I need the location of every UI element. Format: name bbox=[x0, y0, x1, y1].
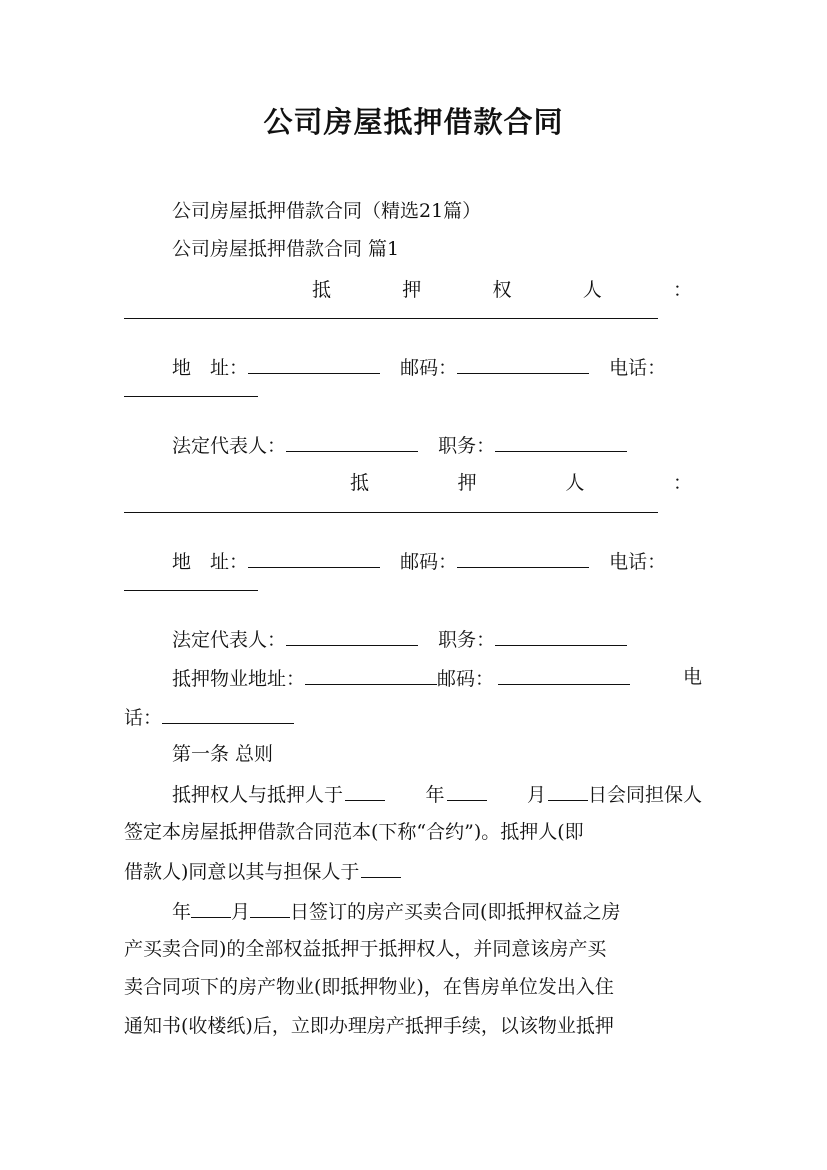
mortgagee-rep-row bbox=[172, 432, 627, 458]
property-address-row bbox=[172, 665, 702, 691]
mortgagor-name-blank[interactable] bbox=[124, 512, 658, 513]
paragraph-line: 卖合同项下的房产物业(即抵押物业)，在售房单位发出入住 bbox=[124, 976, 614, 998]
label-char: 押 bbox=[402, 279, 422, 301]
label-char: ： bbox=[672, 279, 692, 301]
mortgagor-label bbox=[350, 471, 692, 495]
paragraph-line bbox=[124, 858, 401, 884]
day-blank[interactable] bbox=[548, 781, 588, 801]
postcode-label: 邮码： bbox=[437, 668, 495, 690]
text: 日签订的房产买卖合同(即抵押权益之房 bbox=[290, 901, 621, 923]
paragraph-line: 通知书(收楼纸)后，立即办理房产抵押手续，以该物业抵押 bbox=[124, 1015, 614, 1037]
phone-label: 电话： bbox=[609, 357, 667, 379]
position-blank[interactable] bbox=[495, 432, 627, 452]
legal-rep-label: 法定代表人： bbox=[172, 435, 287, 457]
text: 抵押权人与抵押人于 bbox=[172, 784, 344, 806]
label-char: ： bbox=[672, 472, 692, 494]
label-char: 抵 bbox=[350, 472, 370, 494]
text: 日会同担保人 bbox=[587, 784, 702, 806]
position-blank[interactable] bbox=[495, 626, 627, 646]
mortgagee-name-blank[interactable] bbox=[124, 318, 658, 319]
subtitle: 公司房屋抵押借款合同（精选21篇） bbox=[172, 200, 482, 222]
address-blank[interactable] bbox=[248, 548, 380, 568]
position-label: 职务： bbox=[438, 435, 496, 457]
section-heading: 第一条 总则 bbox=[172, 743, 274, 765]
phone-blank[interactable] bbox=[124, 396, 258, 397]
text: 年 bbox=[425, 784, 445, 806]
label-char: 抵 bbox=[312, 279, 332, 301]
year-blank[interactable] bbox=[345, 781, 385, 801]
mortgagor-rep-row bbox=[172, 626, 627, 652]
postcode-blank[interactable] bbox=[457, 354, 589, 374]
postcode-blank[interactable] bbox=[498, 665, 630, 685]
phone-blank[interactable] bbox=[162, 704, 294, 724]
legal-rep-blank[interactable] bbox=[286, 626, 418, 646]
address-blank[interactable] bbox=[248, 354, 380, 374]
month-blank[interactable] bbox=[250, 898, 290, 918]
text: 借款人)同意以其与担保人于 bbox=[124, 861, 360, 883]
property-phone-row bbox=[124, 704, 294, 730]
label-char: 人 bbox=[565, 472, 585, 494]
paragraph-line bbox=[172, 781, 702, 807]
label-char: 权 bbox=[492, 279, 512, 301]
paragraph-line: 产买卖合同)的全部权益抵押于抵押权人，并同意该房产买 bbox=[124, 938, 607, 960]
date-blank[interactable] bbox=[361, 858, 401, 878]
property-address-label: 抵押物业地址： bbox=[172, 668, 306, 690]
text: 月 bbox=[231, 901, 251, 923]
postcode-blank[interactable] bbox=[457, 548, 589, 568]
article-heading: 公司房屋抵押借款合同 篇1 bbox=[172, 238, 400, 260]
position-label: 职务： bbox=[438, 629, 496, 651]
legal-rep-label: 法定代表人： bbox=[172, 629, 287, 651]
legal-rep-blank[interactable] bbox=[286, 432, 418, 452]
label-char: 人 bbox=[582, 279, 602, 301]
phone-label: 电话： bbox=[609, 551, 667, 573]
label-char: 押 bbox=[457, 472, 477, 494]
address-label: 地 址： bbox=[172, 551, 249, 573]
text: 月 bbox=[526, 784, 546, 806]
paragraph-line bbox=[172, 898, 620, 924]
phone-label-b: 话： bbox=[124, 707, 163, 729]
phone-blank[interactable] bbox=[124, 590, 258, 591]
address-label: 地 址： bbox=[172, 357, 249, 379]
postcode-label: 邮码： bbox=[400, 551, 458, 573]
mortgagor-address-row bbox=[172, 548, 666, 574]
property-address-blank[interactable] bbox=[305, 665, 437, 685]
paragraph-line: 签定本房屋抵押借款合同范本(下称“合约”)。抵押人(即 bbox=[124, 821, 584, 843]
postcode-label: 邮码： bbox=[400, 357, 458, 379]
text: 年 bbox=[172, 901, 192, 923]
mortgagee-label bbox=[312, 278, 692, 302]
mortgagee-address-row bbox=[172, 354, 666, 380]
year-blank[interactable] bbox=[191, 898, 231, 918]
month-blank[interactable] bbox=[447, 781, 487, 801]
document-title: 公司房屋抵押借款合同 bbox=[263, 105, 564, 139]
phone-label-a: 电 bbox=[682, 666, 702, 688]
